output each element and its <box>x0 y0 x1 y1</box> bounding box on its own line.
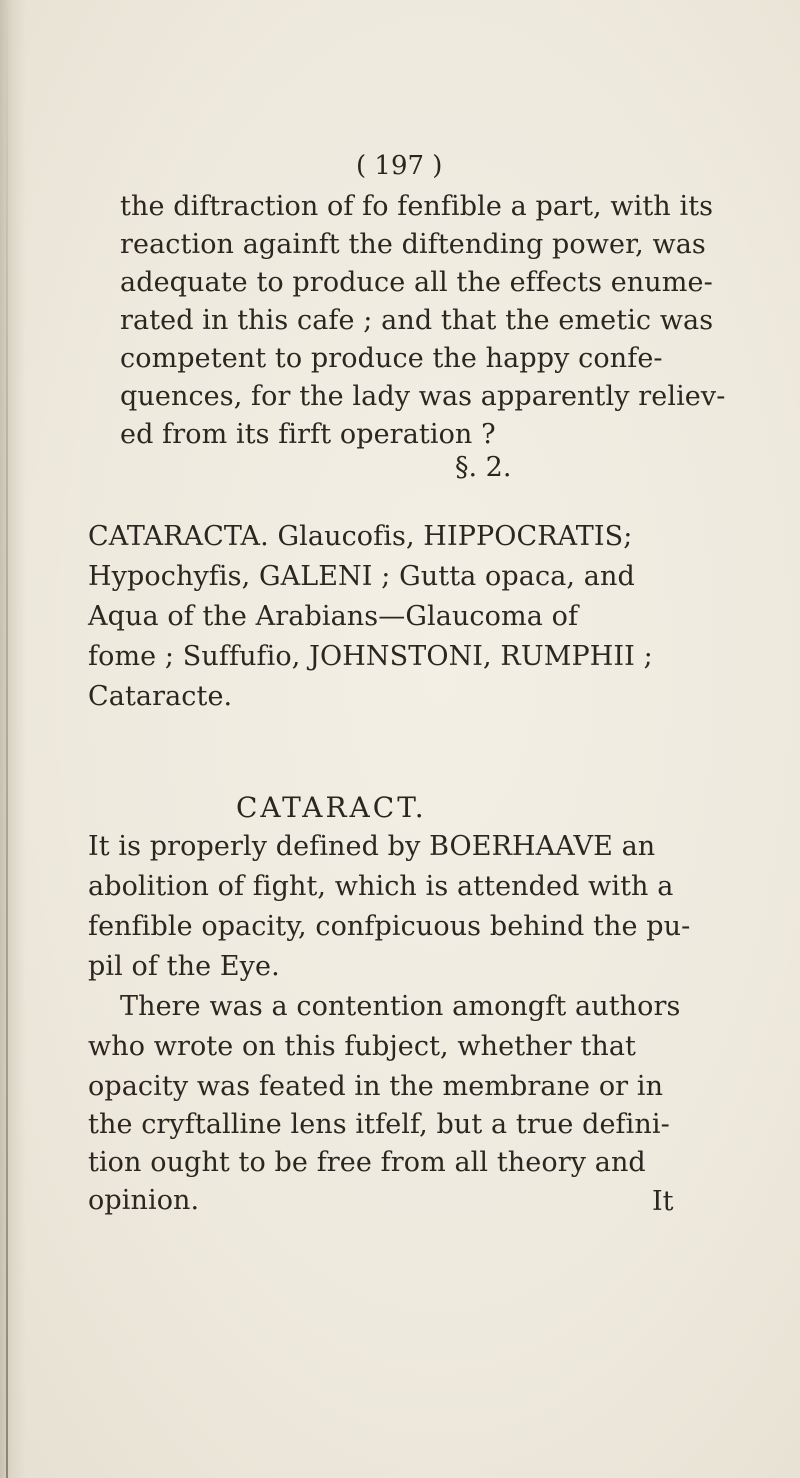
catchword: It <box>652 1186 674 1217</box>
text-line: fenfible opacity, confpicuous behind the pu- <box>88 911 691 942</box>
text-line: There was a contention amongft authors <box>120 991 681 1022</box>
text-line: abolition of fight, which is attended with a <box>88 871 674 902</box>
text-line: the diftraction of fo fenfible a part, with its <box>120 191 714 222</box>
text-line: Cataracte. <box>88 681 233 712</box>
text-line: Aqua of the Arabians—Glaucoma of <box>88 601 579 632</box>
text-line: ed from its firft operation ? <box>120 419 496 450</box>
section-number: §. 2. <box>455 452 512 483</box>
text-line: CATARACTA. Glaucofis, HIPPOCRATIS; <box>88 521 633 552</box>
text-line: opacity was feated in the membrane or in <box>88 1071 664 1102</box>
text-line: reaction againft the diftending power, was <box>120 229 706 260</box>
section-heading: CATARACT. <box>236 791 427 824</box>
text-line: quences, for the lady was apparently reliev- <box>120 381 726 412</box>
text-line: opinion. <box>88 1185 200 1216</box>
page-gutter-shadow <box>0 0 26 1478</box>
text-line: It is properly defined by BOERHAAVE an <box>88 831 656 862</box>
text-line: fome ; Suffufio, JOHNSTONI, RUMPHII ; <box>88 641 653 672</box>
text-line: pil of the Eye. <box>88 951 280 982</box>
text-line: who wrote on this fubject, whether that <box>88 1031 636 1062</box>
page-number: ( 197 ) <box>356 151 443 181</box>
text-line: Hypochyfis, GALENI ; Gutta opaca, and <box>88 561 635 592</box>
text-line: competent to produce the happy confe- <box>120 343 663 374</box>
text-line: rated in this cafe ; and that the emetic was <box>120 305 714 336</box>
text-line: adequate to produce all the effects enume- <box>120 267 713 298</box>
text-line: the cryftalline lens itfelf, but a true defini- <box>88 1109 670 1140</box>
text-line: tion ought to be free from all theory and <box>88 1147 646 1178</box>
page-binding-edge <box>6 0 8 1478</box>
